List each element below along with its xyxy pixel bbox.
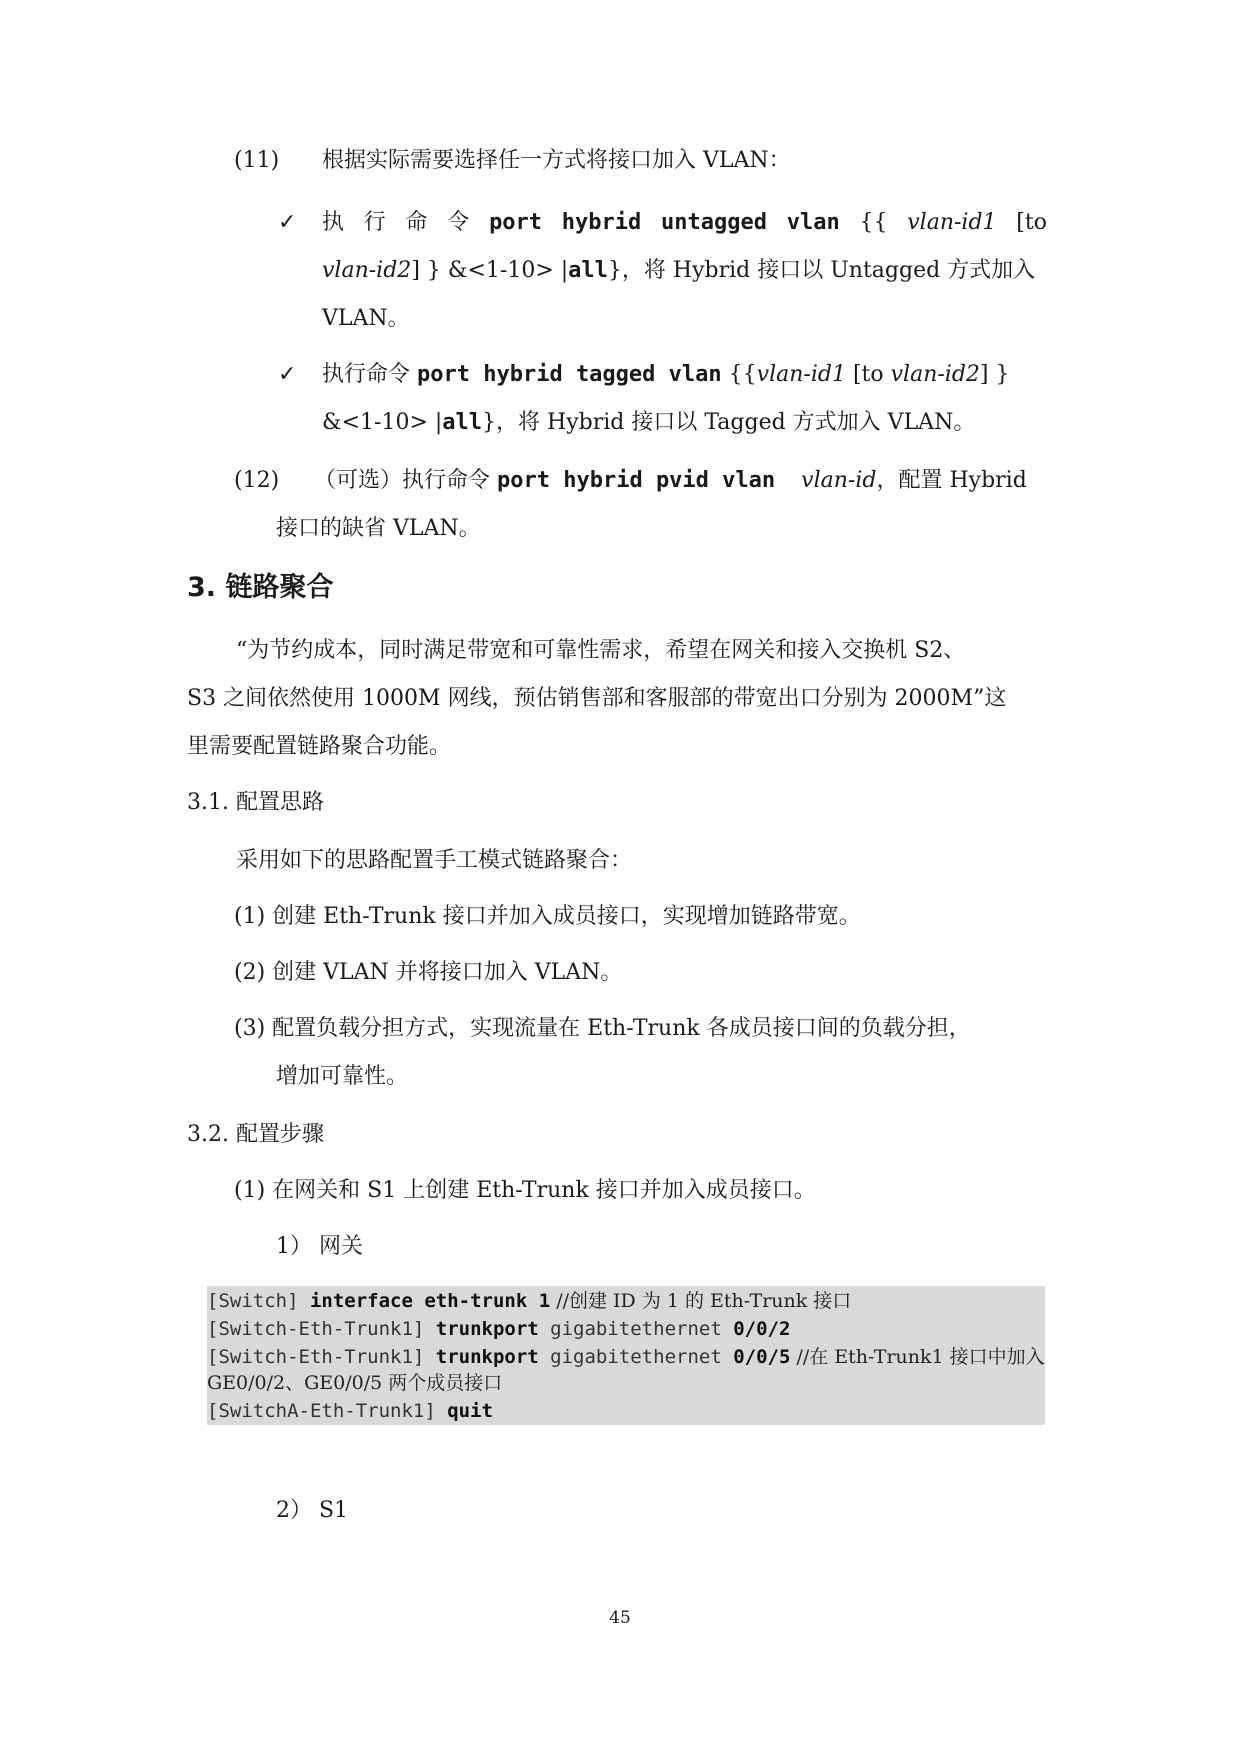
section-3-para-line3: 里需要配置链路聚合功能。 xyxy=(187,734,452,759)
bullet1-to: [to xyxy=(1016,210,1047,235)
section-3-2-item1: (1) 在网关和 S1 上创建 Eth-Trunk 接口并加入成员接口。 xyxy=(234,1178,816,1203)
step-12-pre: （可选）执行命令 xyxy=(314,468,497,493)
bullet2-desc: }，将 Hybrid 接口以 Tagged 方式加入 VLAN。 xyxy=(482,410,976,435)
code-command: trunkport xyxy=(435,1318,539,1340)
step-12-line2: 接口的缺省 VLAN。 xyxy=(276,516,481,541)
bullet1-word-3: 命 xyxy=(405,210,428,235)
bullet1-cmd-port: port xyxy=(489,210,543,235)
section-3-heading: 3. 链路聚合 xyxy=(187,572,334,603)
section-3-2-sub1: 1） 网关 xyxy=(276,1234,363,1259)
section-3-1-heading: 3.1. 配置思路 xyxy=(187,790,324,815)
bullet1-line2 xyxy=(322,256,1035,286)
bullet1-cmd-vlan: vlan xyxy=(786,210,840,235)
section-3-2-sub2: 2） S1 xyxy=(276,1498,349,1523)
bullet1-brace: {{ xyxy=(859,210,888,235)
code-block xyxy=(207,1286,1045,1425)
bullet2-line1 xyxy=(322,360,1010,390)
bullet1-word-4: 令 xyxy=(447,210,470,235)
code-value: 0/0/2 xyxy=(733,1318,791,1340)
code-line-4: GE0/0/2、GE0/0/5 两个成员接口 xyxy=(207,1372,503,1394)
bullet2-brace: {{ xyxy=(721,362,757,387)
code-comment: //创建 ID 为 1 的 Eth-Trunk 接口 xyxy=(550,1290,852,1312)
bullet1-word-2: 行 xyxy=(363,210,386,235)
bullet1-all: all xyxy=(568,258,608,283)
bullet2-to: [to xyxy=(845,362,891,387)
code-command: quit xyxy=(447,1400,493,1422)
code-param: gigabitethernet xyxy=(538,1346,734,1368)
bullet1-vlan-id1: vlan-id1 xyxy=(907,210,997,235)
section-3-1-item1: (1) 创建 Eth-Trunk 接口并加入成员接口，实现增加链路带宽。 xyxy=(234,904,861,929)
code-line-3 xyxy=(207,1344,1045,1370)
code-value: 0/0/5 xyxy=(733,1346,791,1368)
bullet1-range: ] } &<1-10> | xyxy=(411,258,569,283)
page-number: 45 xyxy=(609,1608,631,1628)
step-12-post: ，配置 Hybrid xyxy=(876,468,1027,493)
section-3-para-line1: “为节约成本，同时满足带宽和可靠性需求，希望在网关和接入交换机 S2、 xyxy=(236,638,966,663)
bullet2-end: ] } xyxy=(979,362,1010,387)
bullet1-line3: VLAN。 xyxy=(322,306,410,331)
bullet2-pre: 执行命令 xyxy=(322,362,417,387)
bullet1-vlan-id2: vlan-id2 xyxy=(322,258,412,283)
bullet2-vlan-id1: vlan-id1 xyxy=(756,362,846,387)
code-comment: //在 Eth-Trunk1 接口中加入 xyxy=(790,1346,1045,1368)
code-line-2 xyxy=(207,1316,790,1342)
step-11-text: 根据实际需要选择任一方式将接口加入 VLAN： xyxy=(322,148,791,173)
code-param: gigabitethernet xyxy=(538,1318,734,1340)
bullet2-all: all xyxy=(442,410,483,435)
section-3-1-item3-line2: 增加可靠性。 xyxy=(276,1064,409,1089)
step-12-line1 xyxy=(314,466,1027,496)
section-3-1-item2: (2) 创建 VLAN 并将接口加入 VLAN。 xyxy=(234,960,623,985)
section-3-2-heading: 3.2. 配置步骤 xyxy=(187,1122,324,1147)
bullet2-line2 xyxy=(322,408,975,438)
code-prompt: [Switch] xyxy=(207,1290,310,1312)
bullet1-word-1: 执 xyxy=(322,210,345,235)
bullet2-range: &<1-10> | xyxy=(322,410,443,435)
step-12-arg: vlan-id xyxy=(801,468,877,493)
code-command: trunkport xyxy=(435,1346,539,1368)
step-11-number: (11) xyxy=(234,148,280,173)
code-line-5 xyxy=(207,1398,493,1424)
step-12-cmd: port hybrid pvid vlan xyxy=(497,468,776,493)
code-prompt: [Switch-Eth-Trunk1] xyxy=(207,1318,436,1340)
section-3-1-item3-line1: (3) 配置负载分担方式，实现流量在 Eth-Trunk 各成员接口间的负载分担， xyxy=(234,1016,971,1041)
code-command: interface eth-trunk 1 xyxy=(309,1290,551,1312)
bullet2-cmd: port hybrid tagged vlan xyxy=(417,362,722,387)
check-icon: ✓ xyxy=(278,362,297,387)
bullet1-line1 xyxy=(322,208,1047,238)
bullet1-desc: }，将 Hybrid 接口以 Untagged 方式加入 xyxy=(607,258,1036,283)
bullet2-vlan-id2: vlan-id2 xyxy=(890,362,980,387)
bullet1-cmd-untagged: untagged xyxy=(661,210,767,235)
section-3-para-line2: S3 之间依然使用 1000M 网线，预估销售部和客服部的带宽出口分别为 2000M”这 xyxy=(187,686,1007,711)
code-line-1 xyxy=(207,1288,851,1314)
step-12-number: (12) xyxy=(234,468,280,493)
bullet1-cmd-hybrid: hybrid xyxy=(561,210,642,235)
code-prompt: [SwitchA-Eth-Trunk1] xyxy=(207,1400,448,1422)
section-3-1-intro: 采用如下的思路配置手工模式链路聚合： xyxy=(236,848,633,873)
code-prompt: [Switch-Eth-Trunk1] xyxy=(207,1346,436,1368)
check-icon: ✓ xyxy=(278,210,297,235)
